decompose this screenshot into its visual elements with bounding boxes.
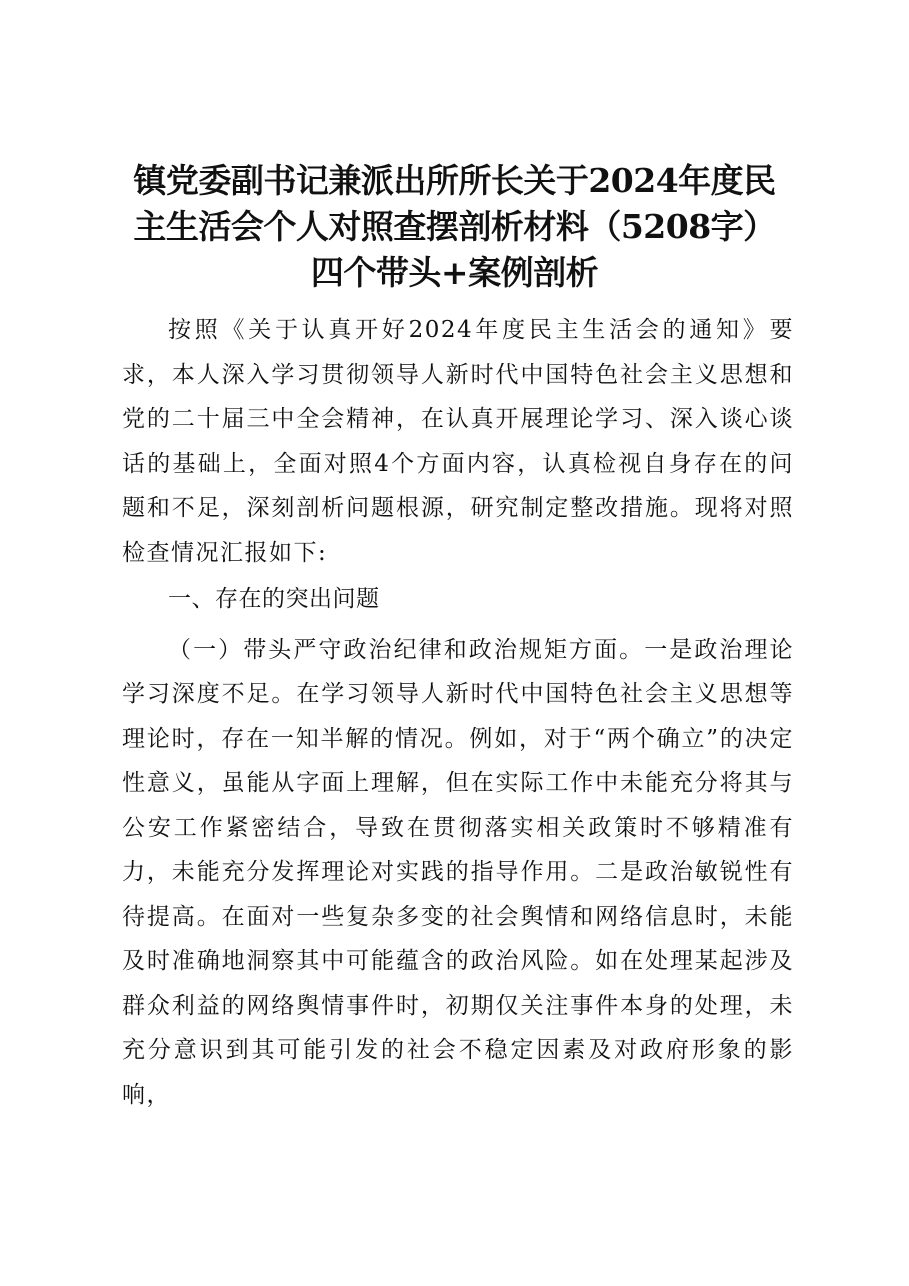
title-line-3: 四个带头+案例剖析 (310, 253, 599, 292)
document-body (122, 308, 794, 1117)
intro-paragraph: 按照《关于认真开好2024年度民主生活会的通知》要求，本人深入学习贯彻领导人新时代中国特色社会主义思想和党的二十届三中全会精神，在认真开展理论学习、深入谈心谈话的基础上，全面对照4个方面内容，认真检视自身存在的问题和不足，深刻剖析问题根源，研究制定整改措施。现将对照检查情况汇报如下: (122, 317, 794, 566)
section-heading: 一、存在的突出问题 (168, 586, 380, 612)
title-line-1: 镇党委副书记兼派出所所长关于2024年度民 (133, 161, 776, 200)
section-paragraph: （一）带头严守政治纪律和政治规矩方面。一是政治理论学习深度不足。在学习领导人新时代中国特色社会主义思想等理论时，存在一知半解的情况。例如，对于“两个确立”的决定性意义，虽能从字面上理解，但在实际工作中未能充分将其与公安工作紧密结合，导致在贯彻落实相关政策时不够精准有力，未能充分发挥理论对实践的指导作用。二是政治敏锐性有待提高。在面对一些复杂多变的社会舆情和网络信息时，未能及时准确地洞察其中可能蕴含的政治风险。如在处理某起涉及群众利益的网络舆情事件时，初期仅关注事件本身的处理，未充分意识到其可能引发的社会不稳定因素及对政府形象的影响， (122, 636, 794, 1108)
title-line-2: 主生活会个人对照查摆剖析材料（5208字） (133, 207, 776, 246)
document-title (100, 158, 809, 296)
